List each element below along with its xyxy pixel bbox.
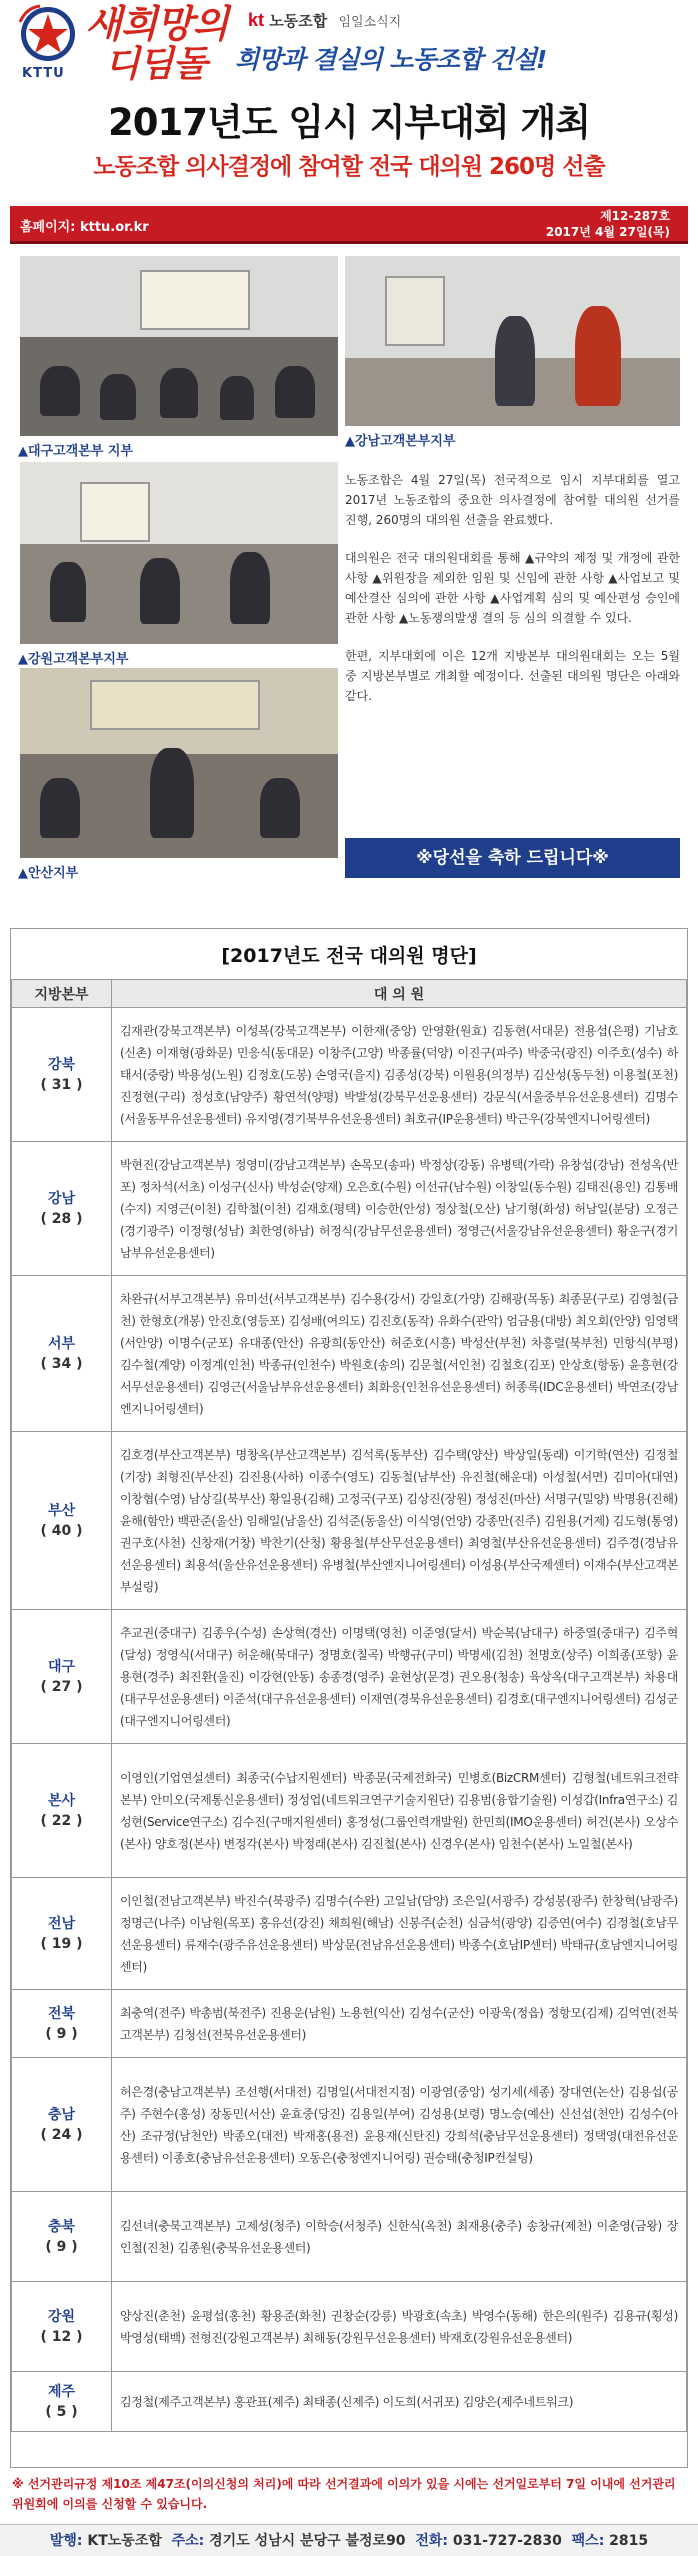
col-region-header: 지방본부 xyxy=(12,980,112,1008)
address-label: 주소: xyxy=(171,2533,205,2549)
region-count: ( 31 ) xyxy=(40,1076,83,1093)
newsletter-title-line1: 새희망의 xyxy=(85,1,228,46)
names-cell: 양상진(춘천) 윤평섭(홍천) 황용준(화천) 권창순(강릉) 박광호(속초) 박영수(동해) 한은의(원주) 김용규(횡성) 박영성(태백) 전형진(강원고객본부) 최해동(강원무선운용센터) 박재호(강원유선운용센터) xyxy=(112,2282,687,2372)
table-row xyxy=(12,2058,687,2192)
table-row xyxy=(12,1990,687,2058)
subheadline: 노동조합 의사결정에 참여할 전국 대의원 260명 선출 xyxy=(93,154,605,180)
caption-daegu: ▲대구고객본부 지부 xyxy=(18,444,133,459)
issue-date: 2017년 4월 27일(목) xyxy=(545,225,670,239)
photo-gangwon xyxy=(20,462,338,644)
names-cell: 이인철(전남고객본부) 박진수(북광주) 김명수(수완) 고일남(담양) 조은일(서광주) 강성봉(광주) 한창혁(남광주) 정명근(나주) 이남원(목포) 홍유선(강진) 채희원(해남) 신봉주(순천) 심금석(광양) 김증연(여수) 김정철(호남무선운용센터) 류재수(광주유선운용센터) 박상문(전남유선운용센터) 박종수(호남IP센터) 박태규(호남엔지니어링센터) xyxy=(112,1878,687,1990)
region-count: ( 9 ) xyxy=(45,2238,78,2255)
region-count: ( 12 ) xyxy=(40,2328,83,2345)
region-cell xyxy=(12,1878,112,1990)
region-name: 충북 xyxy=(47,2218,76,2235)
caption-gangwon: ▲강원고객본부지부 xyxy=(18,652,129,667)
issue-info xyxy=(546,208,670,240)
names-cell: 김호경(부산고객본부) 명창옥(부산고객본부) 김석록(동부산) 김수택(양산) 박상일(동래) 이기학(연산) 김정철(기장) 최형진(부산진) 김진용(사하) 이종수(영도) 김동철(남부산) 유진철(해운대) 이성철(서면) 김미아(대연) 이창협(수영) 남상길(북부산) 황일용(김해) 고정국(구포) 김상진(장원) 정성진(마산) 서명구(밀양) 박명용(진해) 윤해(함안) 백판준(울산) 임해일(남울산) 김석준(동울산) 이식영(언양) 강종만(진주) 김원용(거제) 김도형(통영) 권구호(사천) 신창재(거창) 박찬기(산청) 황용철(부산무선운용센터) 최영철(부산유선운용센터) 김주경(경남유선운용센터) 최용석(울산유선운용센터) 유병철(부산엔지니어링센터) 이성용(부산국제센터) 이재수(부산고객본부설링) xyxy=(112,1432,687,1610)
region-count: ( 28 ) xyxy=(40,1210,83,1227)
table-row xyxy=(12,2372,687,2432)
names-cell: 김재관(강북고객본부) 이성복(강북고객본부) 이한재(중앙) 안영환(원효) 김동현(서대문) 전용섭(은평) 기남호(신촌) 이재형(광화문) 민응식(동대문) 이창주(고양) 박종률(덕양) 이진구(파주) 박중국(광진) 이주호(성수) 하태서(중랑) 박용성(노원) 김정호(도봉) 손영국(을지) 김종성(강북) 이원용(의정부) 김산성(동두천) 이용철(포천) 진정현(구리) 정성호(남양주) 황연석(양평) 박발성(강북무선운용센터) 강문식(서울중부유선운용센터) 김명수(서울동부유선운용센터) 유지영(경기북부유선운용센터) 최호규(IP운용센터) 박근우(강북엔지니어링센터) xyxy=(112,1008,687,1142)
region-cell xyxy=(12,2192,112,2282)
address-value: 경기도 성남시 분당구 불정로90 xyxy=(209,2533,406,2549)
region-name: 제주 xyxy=(47,2383,76,2400)
region-count: ( 34 ) xyxy=(40,1355,83,1372)
caption-gangnam: ▲강남고객본부지부 xyxy=(345,434,456,449)
table-row xyxy=(12,2282,687,2372)
region-count: ( 27 ) xyxy=(40,1678,83,1695)
region-name: 전북 xyxy=(47,2005,76,2022)
region-cell xyxy=(12,1990,112,2058)
region-cell xyxy=(12,1142,112,1276)
fax-value: 2815 xyxy=(609,2533,649,2549)
homepage-link[interactable]: 홈페이지: kttu.or.kr xyxy=(20,220,149,235)
publisher-value: KT노동조합 xyxy=(87,2533,162,2549)
names-cell: 박현진(강남고객본부) 정영미(강남고객본부) 손목모(송파) 박정상(강동) 유병택(가락) 유창섭(강남) 전성옥(반포) 정차석(서초) 이성구(신사) 박성순(양재) 오은호(수원) 이선규(남수원) 이창일(동수원) 김태진(용인) 김통배(수지) 지영근(이천) 김학철(이천) 김재호(평택) 이승한(안성) 정상철(오산) 남기형(화성) 허남일(분당) 오정근(경기광주) 이정형(성남) 최한영(하남) 허정식(강남무선운용센터) 정영근(서울강남유선운용센터) 황운구(경기남부유선운용센터) xyxy=(112,1142,687,1276)
region-name: 부산 xyxy=(47,1502,76,1519)
names-cell: 허은경(충남고객본부) 조선행(서대전) 김명일(서대전지점) 이광염(중앙) 성기세(세종) 장대연(논산) 김용섭(공주) 주현수(홍성) 장동민(서산) 윤효중(당진) 김용일(부여) 김성용(보령) 명노승(예산) 신선섭(천안) 김성수(아산) 조규정(남천안) 박종오(대전) 박재홍(용전) 윤용재(신탄진) 강희석(충남무선운용센터) 정택영(대전유선운용센터) 이종호(충남유선운용센터) 오동은(충청엔지니어링) 권승태(충청IP컨설팅) xyxy=(112,2058,687,2192)
col-names-header: 대 의 원 xyxy=(112,980,687,1008)
logo-text: KTTU xyxy=(22,66,65,81)
article-paragraph-2: 대의원은 전국 대의원대회를 통해 ▲규약의 제정 및 개정에 관한 사항 ▲위원장을 제외한 임원 및 신임에 관한 사항 ▲사업보고 및 예산결산 심의에 관한 사항 ▲사업계획 심의 및 예산편성 승인에 관한 사항 ▲노동쟁의발생 결의 등 심의 의결할 수 있다. xyxy=(345,551,680,625)
region-name: 강북 xyxy=(47,1056,76,1073)
table-row xyxy=(12,1432,687,1610)
kt-brand: kt xyxy=(248,10,265,30)
region-name: 본사 xyxy=(47,1792,76,1809)
roster-title: [2017년도 전국 대의원 명단] xyxy=(221,945,477,967)
names-cell: 이영인(기업연설센터) 최종국(수납지원센터) 박종문(국제전화국) 민병호(BizCRM센터) 김형철(네트워크전략본부) 안미오(국제통신운용센터) 정성업(네트워크연구기술지원단) 김용범(융합기술원) 이성갑(Infra연구소) 김성현(Service연구소) 김수진(구매지원센터) 홍정성(그룹인력개발원) 한민희(IMO운용센터) 허건(본사) 오상수(본사) 양호정(본사) 변정각(본사) 박정래(본사) 김진철(본사) 신경우(본사) 임천수(본사) 노일철(본사) xyxy=(112,1744,687,1878)
region-cell xyxy=(12,1744,112,1878)
region-cell xyxy=(12,1276,112,1432)
caption-ansan: ▲안산지부 xyxy=(18,866,79,881)
objection-notice: ※ 선거관리규정 제10조 제47조(이의신청의 처리)에 따라 선거결과에 이의가 있을 시에는 선거일로부터 7일 이내에 선거관리위원회에 이의를 신청할 수 있습니다. xyxy=(12,2477,676,2511)
region-name: 전남 xyxy=(47,1915,76,1932)
region-count: ( 40 ) xyxy=(40,1522,83,1539)
region-name: 충남 xyxy=(47,2106,76,2123)
union-logo-icon xyxy=(18,4,78,66)
table-row xyxy=(12,1878,687,1990)
table-row xyxy=(12,1744,687,1878)
publisher-label: 발행: xyxy=(49,2533,83,2549)
names-cell: 김선녀(충북고객본부) 고제성(청주) 이학승(서청주) 신한식(옥천) 최재용(충주) 송창규(제천) 이춘영(금왕) 장인철(진천) 김종원(충북유선운용센터) xyxy=(112,2192,687,2282)
region-cell xyxy=(12,2282,112,2372)
congratulations-banner: ※당선을 축하 드립니다※ xyxy=(345,838,680,878)
article-paragraph-3: 한편, 지부대회에 이은 12개 지방본부 대의원대회는 오는 5월 중 지방본부별로 개최할 예정이다. 선출된 대의원 명단은 아래와 같다. xyxy=(345,649,680,703)
org-name xyxy=(248,10,401,31)
region-name: 강원 xyxy=(47,2308,76,2325)
names-cell: 추교권(중대구) 김종우(수성) 손상혁(경산) 이명택(영천) 이준영(달서) 박순복(남대구) 하중열(중대구) 김주혁(달성) 정영식(서대구) 허운해(북대구) 정명호(칠곡) 박행규(구미) 박명세(김천) 천명호(상주) 이희종(포항) 윤용현(경주) 최진환(울진) 이강현(안동) 송종경(영주) 윤현상(문경) 권오용(청송) 육상옥(대구고객본부) 차용대(대구무선운용센터) 이준석(대구유선운용센터) 이재연(경북유선운용센터) 김경호(대구엔지니어링센터) 김성군(대구엔지니어링센터) xyxy=(112,1610,687,1744)
region-cell xyxy=(12,1432,112,1610)
headline: 2017년도 임시 지부대회 개최 xyxy=(107,101,591,144)
newsletter-title-line2: 디딤돌 xyxy=(105,43,207,85)
region-cell xyxy=(12,2372,112,2432)
region-name: 대구 xyxy=(47,1658,76,1675)
names-cell: 김정철(제주고객본부) 홍관표(제주) 최태종(신제주) 이도희(서귀포) 김양은(제주네트워크) xyxy=(112,2372,687,2432)
table-row xyxy=(12,2192,687,2282)
article-paragraph-1: 노동조합은 4월 27일(목) 전국적으로 임시 지부대회를 열고 2017년 노동조합의 중요한 의사결정에 참여할 대의원 선거를 진행, 260명의 대의원 선출을 완료했다. xyxy=(345,473,680,527)
names-cell: 최충역(전주) 박총범(북전주) 진용운(남원) 노용헌(익산) 김성수(군산) 이광욱(정읍) 정항모(김제) 김억연(전북고객본부) 김청선(전북유선운용센터) xyxy=(112,1990,687,2058)
fax-label: 팩스: xyxy=(571,2533,605,2549)
region-name: 서부 xyxy=(47,1335,76,1352)
delegate-roster xyxy=(10,928,688,2468)
info-bar xyxy=(10,206,688,244)
names-cell: 차완규(서부고객본부) 유미선(서부고객본부) 김수용(강서) 강일호(가양) 김해광(목동) 최종문(구로) 김영철(금천) 한형호(개봉) 안진호(영등포) 김성배(여의도) 김진호(동작) 유화수(관악) 엄금용(대방) 최오회(안양) 임영택(서안양) 이명수(군포) 유대종(안산) 유광희(동안산) 허준호(시흥) 박성산(부천) 차흥렬(북부천) 민항식(부평) 김수철(계양) 이정계(인천) 박종규(인천수) 박원호(송의) 김문철(서인천) 김철호(김포) 안상호(항동) 윤흥현(강서무선운용센터) 김영근(서울남부유선운용센터) 최화응(인천유선운용센터) 허종록(IDC운용센터) 박연조(강남엔지니어링센터) xyxy=(112,1276,687,1432)
newsletter-title xyxy=(85,1,228,85)
region-cell xyxy=(12,1008,112,1142)
org-label: 노동조합 xyxy=(269,12,328,30)
region-cell xyxy=(12,1610,112,1744)
region-count: ( 19 ) xyxy=(40,1935,83,1952)
footer xyxy=(0,2524,698,2556)
photo-gangnam xyxy=(345,256,680,426)
roster-header-row xyxy=(12,980,687,1008)
region-count: ( 9 ) xyxy=(45,2025,78,2042)
table-row xyxy=(12,1276,687,1432)
region-count: ( 24 ) xyxy=(40,2126,83,2143)
issue-number: 제12-287호 xyxy=(600,209,670,223)
table-row xyxy=(12,1008,687,1142)
article-body xyxy=(345,470,680,724)
region-count: ( 5 ) xyxy=(45,2403,78,2420)
roster-table xyxy=(11,979,687,2432)
region-count: ( 22 ) xyxy=(40,1812,83,1829)
photo-ansan xyxy=(20,668,338,858)
phone-value: 031-727-2830 xyxy=(452,2533,562,2549)
table-row xyxy=(12,1610,687,1744)
region-cell xyxy=(12,2058,112,2192)
slogan: 희망과 결실의 노동조합 건설! xyxy=(235,45,547,74)
region-name: 강남 xyxy=(47,1190,76,1207)
table-row xyxy=(12,1142,687,1276)
phone-label: 전화: xyxy=(415,2533,448,2549)
photo-daegu xyxy=(20,256,338,436)
masthead xyxy=(0,0,698,88)
org-sub: 임일소식지 xyxy=(338,15,402,30)
